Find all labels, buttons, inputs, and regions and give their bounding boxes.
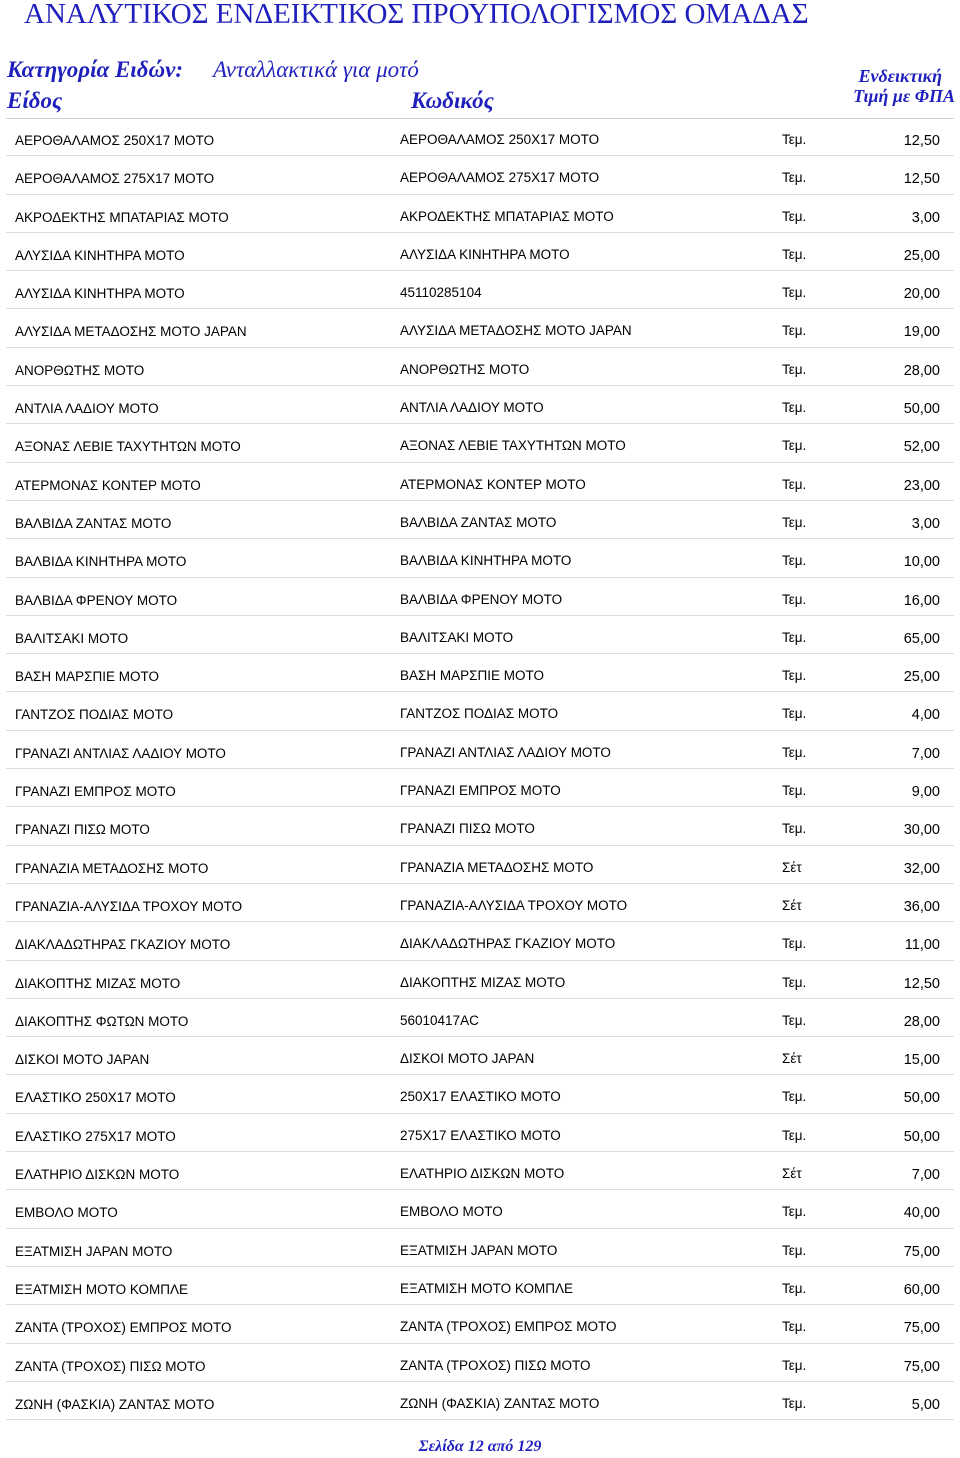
item-code: ΖΩΝΗ (ΦΑΣΚΙΑ) ΖΑΝΤΑΣ ΜΟΤΟ (400, 1395, 600, 1411)
item-unit: Σέτ (782, 1051, 802, 1067)
table-row (6, 1190, 954, 1228)
item-code: ΓΡΑΝΑΖΙΑ-ΑΛΥΣΙΔΑ ΤΡΟΧΟΥ ΜΟΤΟ (400, 897, 628, 913)
item-code: ΑΛΥΣΙΔΑ ΚΙΝΗΤΗΡΑ ΜΟΤΟ (400, 246, 570, 262)
item-unit: Τεμ. (782, 821, 807, 837)
item-name: ΕΞΑΤΜΙΣΗ ΜΟΤΟ ΚΟΜΠΛΕ (15, 1281, 188, 1297)
item-price: 40,00 (903, 1205, 940, 1222)
item-price: 75,00 (903, 1243, 940, 1260)
item-price: 50,00 (903, 1090, 940, 1107)
item-name: ΓΡΑΝΑΖΙΑ ΜΕΤΑΔΟΣΗΣ ΜΟΤΟ (15, 860, 209, 876)
table-row (6, 731, 954, 769)
page-number: Σελίδα 12 από 129 (418, 1438, 542, 1455)
item-price: 25,00 (903, 669, 940, 686)
item-name: ΓΡΑΝΑΖΙ ΠΙΣΩ ΜΟΤΟ (15, 822, 150, 838)
item-code: ΓΡΑΝΑΖΙΑ ΜΕΤΑΔΟΣΗΣ ΜΟΤΟ (400, 859, 594, 875)
item-name: ΔΙΣΚΟΙ ΜΟΤΟ JAPAN (15, 1052, 150, 1068)
table-row (6, 463, 954, 501)
item-price: 28,00 (903, 362, 940, 379)
table-row (6, 309, 954, 347)
item-code: ΖΑΝΤΑ (ΤΡΟΧΟΣ) ΕΜΠΡΟΣ ΜΟΤΟ (400, 1319, 617, 1335)
item-price: 3,00 (911, 515, 940, 532)
table-row (6, 271, 954, 309)
item-unit: Τεμ. (782, 1319, 807, 1335)
item-name: ΕΜΒΟΛΟ ΜΟΤΟ (15, 1205, 118, 1221)
item-code: ΒΑΣΗ ΜΑΡΣΠΙΕ ΜΟΤΟ (400, 668, 544, 684)
item-unit: Τεμ. (782, 1127, 807, 1143)
item-price: 75,00 (903, 1320, 940, 1337)
item-unit: Τεμ. (782, 1357, 807, 1373)
table-row (6, 1382, 954, 1420)
item-code: ΒΑΛΒΙΔΑ ΖΑΝΤΑΣ ΜΟΤΟ (400, 514, 557, 530)
item-unit: Τεμ. (782, 400, 807, 416)
item-code: ΑΛΥΣΙΔΑ ΜΕΤΑΔΟΣΗΣ ΜΟΤΟ JAPAN (400, 323, 632, 339)
item-price: 5,00 (911, 1396, 940, 1413)
item-name: ΔΙΑΚΟΠΤΗΣ ΦΩΤΩΝ ΜΟΤΟ (15, 1013, 189, 1029)
item-price: 65,00 (903, 630, 940, 647)
item-price: 36,00 (903, 898, 940, 915)
column-header-price-line2: Τιμή με ΦΠΑ (853, 86, 955, 106)
item-price: 16,00 (903, 592, 940, 609)
item-unit: Σέτ (782, 859, 802, 875)
item-unit: Τεμ. (782, 476, 807, 492)
item-price: 12,50 (903, 171, 940, 188)
item-price: 12,50 (903, 133, 940, 149)
item-code: ΓΡΑΝΑΖΙ ΕΜΠΡΟΣ ΜΟΤΟ (400, 783, 561, 799)
item-name: ΑΞΟΝΑΣ ΛΕΒΙΕ ΤΑΧΥΤΗΤΩΝ ΜΟΤΟ (15, 439, 241, 455)
item-code: ΑΞΟΝΑΣ ΛΕΒΙΕ ΤΑΧΥΤΗΤΩΝ ΜΟΤΟ (400, 438, 626, 454)
column-header-code: Κωδικός (411, 88, 494, 113)
item-price: 28,00 (903, 1013, 940, 1030)
item-code: ΕΞΑΤΜΙΣΗ JAPAN ΜΟΤΟ (400, 1242, 558, 1258)
item-name: ΒΑΛΒΙΔΑ ΦΡΕΝΟΥ ΜΟΤΟ (15, 592, 178, 608)
table-row (6, 884, 954, 922)
table-row (6, 999, 954, 1037)
item-price: 7,00 (911, 745, 940, 762)
table-row (6, 692, 954, 730)
item-code: ΒΑΛΒΙΔΑ ΚΙΝΗΤΗΡΑ ΜΟΤΟ (400, 553, 572, 569)
item-name: ΑΛΥΣΙΔΑ ΚΙΝΗΤΗΡΑ ΜΟΤΟ (15, 286, 185, 302)
item-unit: Σέτ (782, 1166, 802, 1182)
table-row (6, 1152, 954, 1190)
item-unit: Τεμ. (782, 1242, 807, 1258)
item-name: ΕΛΑΣΤΙΚΟ 250Χ17 ΜΟΤΟ (15, 1090, 176, 1106)
item-name: ΕΞΑΤΜΙΣΗ JAPAN ΜΟΤΟ (15, 1243, 173, 1259)
item-unit: Τεμ. (782, 706, 807, 722)
item-code: ΑΝΤΛΙΑ ΛΑΔΙΟΥ ΜΟΤΟ (400, 400, 544, 416)
item-unit: Τεμ. (782, 208, 807, 224)
item-price: 50,00 (903, 401, 940, 418)
item-price: 25,00 (903, 247, 940, 264)
table-row (6, 654, 954, 692)
item-price: 7,00 (911, 1167, 940, 1184)
table-row (6, 961, 954, 999)
item-code: ΕΛΑΤΗΡΙΟ ΔΙΣΚΩΝ ΜΟΤΟ (400, 1166, 565, 1182)
column-header-price-line1: Ενδεικτική (858, 66, 942, 86)
item-unit: Τεμ. (782, 285, 807, 301)
table-row (6, 424, 954, 462)
table-row (6, 578, 954, 616)
item-price: 15,00 (903, 1052, 940, 1069)
item-code: ΓΡΑΝΑΖΙ ΠΙΣΩ ΜΟΤΟ (400, 821, 535, 837)
item-unit: Τεμ. (782, 323, 807, 339)
item-name: ΔΙΑΚΛΑΔΩΤΗΡΑΣ ΓΚΑΖΙΟΥ ΜΟΤΟ (15, 937, 231, 953)
item-unit: Τεμ. (782, 170, 807, 186)
table-row (6, 1229, 954, 1267)
item-price: 19,00 (903, 324, 940, 341)
item-code: ΒΑΛΙΤΣΑΚΙ ΜΟΤΟ (400, 629, 514, 645)
table-row (6, 539, 954, 577)
item-name: ΓΑΝΤΖΟΣ ΠΟΔΙΑΣ ΜΟΤΟ (15, 707, 174, 723)
item-price: 20,00 (903, 286, 940, 303)
item-price: 23,00 (903, 477, 940, 494)
item-name: ΑΛΥΣΙΔΑ ΜΕΤΑΔΟΣΗΣ ΜΟΤΟ JAPAN (15, 324, 247, 340)
item-unit: Τεμ. (782, 936, 807, 952)
table-row (6, 1305, 954, 1343)
item-unit: Τεμ. (782, 1089, 807, 1105)
table-row (6, 1037, 954, 1075)
table-row (6, 1114, 954, 1152)
item-name: ΑΛΥΣΙΔΑ ΚΙΝΗΤΗΡΑ ΜΟΤΟ (15, 247, 185, 263)
item-unit: Τεμ. (782, 361, 807, 377)
table-row (6, 769, 954, 807)
table-row (6, 1075, 954, 1113)
table-row (6, 233, 954, 271)
item-price: 4,00 (911, 707, 940, 724)
item-unit: Τεμ. (782, 1395, 807, 1411)
item-code: ΕΞΑΤΜΙΣΗ ΜΟΤΟ ΚΟΜΠΛΕ (400, 1280, 573, 1296)
item-unit: Τεμ. (782, 783, 807, 799)
item-name: ΒΑΛΒΙΔΑ ΚΙΝΗΤΗΡΑ ΜΟΤΟ (15, 554, 187, 570)
item-name: ΒΑΛΙΤΣΑΚΙ ΜΟΤΟ (15, 630, 129, 646)
table-row (6, 156, 954, 194)
column-header-item: Είδος (7, 88, 63, 113)
item-code: ΓΡΑΝΑΖΙ ΑΝΤΛΙΑΣ ΛΑΔΙΟΥ ΜΟΤΟ (400, 744, 611, 760)
item-price: 60,00 (903, 1281, 940, 1298)
item-code: ΑΚΡΟΔΕΚΤΗΣ ΜΠΑΤΑΡΙΑΣ ΜΟΤΟ (400, 208, 614, 224)
item-code: 250Χ17 ΕΛΑΣΤΙΚΟ ΜΟΤΟ (400, 1089, 561, 1105)
item-name: ΔΙΑΚΟΠΤΗΣ ΜΙΖΑΣ ΜΟΤΟ (15, 975, 181, 991)
item-unit: Τεμ. (782, 591, 807, 607)
item-price: 3,00 (911, 209, 940, 226)
item-price: 52,00 (903, 439, 940, 456)
item-name: ΑΚΡΟΔΕΚΤΗΣ ΜΠΑΤΑΡΙΑΣ ΜΟΤΟ (15, 209, 229, 225)
table-row (6, 118, 954, 156)
table-row (6, 922, 954, 960)
item-unit: Τεμ. (782, 668, 807, 684)
item-name: ΒΑΛΒΙΔΑ ΖΑΝΤΑΣ ΜΟΤΟ (15, 515, 172, 531)
item-code: 56010417AC (400, 1012, 479, 1028)
table-row (6, 348, 954, 386)
item-name: ΑΕΡΟΘΑΛΑΜΟΣ 250Χ17 ΜΟΤΟ (15, 133, 215, 148)
item-price: 32,00 (903, 860, 940, 877)
item-unit: Τεμ. (782, 132, 807, 147)
item-unit: Τεμ. (782, 744, 807, 760)
table-row (6, 501, 954, 539)
item-price: 12,50 (903, 975, 940, 992)
item-price: 9,00 (911, 784, 940, 801)
category-value: Ανταλλακτικά για μοτό (213, 57, 419, 82)
table-row (6, 846, 954, 884)
item-name: ΒΑΣΗ ΜΑΡΣΠΙΕ ΜΟΤΟ (15, 669, 159, 685)
item-unit: Τεμ. (782, 438, 807, 454)
item-name: ΑΝΤΛΙΑ ΛΑΔΙΟΥ ΜΟΤΟ (15, 401, 159, 417)
table-row (6, 616, 954, 654)
item-unit: Σέτ (782, 897, 802, 913)
category-label: Κατηγορία Ειδών: (7, 57, 183, 82)
item-name: ΑΕΡΟΘΑΛΑΜΟΣ 275Χ17 ΜΟΤΟ (15, 171, 215, 187)
item-code: ΑΕΡΟΘΑΛΑΜΟΣ 250Χ17 ΜΟΤΟ (400, 132, 600, 147)
items-table (0, 118, 960, 1420)
item-code: ΕΜΒΟΛΟ ΜΟΤΟ (400, 1204, 503, 1220)
item-unit: Τεμ. (782, 1204, 807, 1220)
item-unit: Τεμ. (782, 553, 807, 569)
item-code: 275Χ17 ΕΛΑΣΤΙΚΟ ΜΟΤΟ (400, 1127, 561, 1143)
item-price: 10,00 (903, 554, 940, 571)
item-price: 75,00 (903, 1358, 940, 1375)
item-unit: Τεμ. (782, 514, 807, 530)
item-name: ΕΛΑΤΗΡΙΟ ΔΙΣΚΩΝ ΜΟΤΟ (15, 1167, 180, 1183)
item-name: ΓΡΑΝΑΖΙ ΕΜΠΡΟΣ ΜΟΤΟ (15, 784, 176, 800)
item-name: ΖΑΝΤΑ (ΤΡΟΧΟΣ) ΠΙΣΩ ΜΟΤΟ (15, 1358, 206, 1374)
item-code: ΑΝΟΡΘΩΤΗΣ ΜΟΤΟ (400, 361, 530, 377)
item-name: ΖΑΝΤΑ (ΤΡΟΧΟΣ) ΕΜΠΡΟΣ ΜΟΤΟ (15, 1320, 232, 1336)
table-row (6, 1344, 954, 1382)
table-row (6, 1267, 954, 1305)
item-name: ΓΡΑΝΑΖΙ ΑΝΤΛΙΑΣ ΛΑΔΙΟΥ ΜΟΤΟ (15, 745, 226, 761)
item-unit: Τεμ. (782, 974, 807, 990)
item-unit: Τεμ. (782, 629, 807, 645)
item-name: ΑΝΟΡΘΩΤΗΣ ΜΟΤΟ (15, 362, 145, 378)
item-unit: Τεμ. (782, 1280, 807, 1296)
item-name: ΓΡΑΝΑΖΙΑ-ΑΛΥΣΙΔΑ ΤΡΟΧΟΥ ΜΟΤΟ (15, 898, 243, 914)
item-name: ΑΤΕΡΜΟΝΑΣ ΚΟΝΤΕΡ ΜΟΤΟ (15, 477, 201, 493)
item-code: ΑΕΡΟΘΑΛΑΜΟΣ 275Χ17 ΜΟΤΟ (400, 170, 600, 186)
item-code: ΒΑΛΒΙΔΑ ΦΡΕΝΟΥ ΜΟΤΟ (400, 591, 563, 607)
document-title: ΑΝΑΛΥΤΙΚΟΣ ΕΝΔΕΙΚΤΙΚΟΣ ΠΡΟΥΠΟΛΟΓΙΣΜΟΣ ΟΜΑΔΑΣ (24, 0, 809, 30)
item-code: ΔΙΑΚΟΠΤΗΣ ΜΙΖΑΣ ΜΟΤΟ (400, 974, 566, 990)
item-code: ΖΑΝΤΑ (ΤΡΟΧΟΣ) ΠΙΣΩ ΜΟΤΟ (400, 1357, 591, 1373)
item-price: 50,00 (903, 1128, 940, 1145)
table-row (6, 807, 954, 845)
item-unit: Τεμ. (782, 1012, 807, 1028)
item-name: ΖΩΝΗ (ΦΑΣΚΙΑ) ΖΑΝΤΑΣ ΜΟΤΟ (15, 1396, 215, 1412)
item-unit: Τεμ. (782, 246, 807, 262)
item-code: 45110285104 (400, 285, 482, 301)
item-price: 30,00 (903, 822, 940, 839)
item-code: ΔΙΣΚΟΙ ΜΟΤΟ JAPAN (400, 1051, 535, 1067)
table-row (6, 386, 954, 424)
item-name: ΕΛΑΣΤΙΚΟ 275Χ17 ΜΟΤΟ (15, 1128, 176, 1144)
table-row (6, 195, 954, 233)
item-code: ΓΑΝΤΖΟΣ ΠΟΔΙΑΣ ΜΟΤΟ (400, 706, 559, 722)
item-price: 11,00 (904, 937, 940, 954)
item-code: ΔΙΑΚΛΑΔΩΤΗΡΑΣ ΓΚΑΖΙΟΥ ΜΟΤΟ (400, 936, 616, 952)
item-code: ΑΤΕΡΜΟΝΑΣ ΚΟΝΤΕΡ ΜΟΤΟ (400, 476, 586, 492)
